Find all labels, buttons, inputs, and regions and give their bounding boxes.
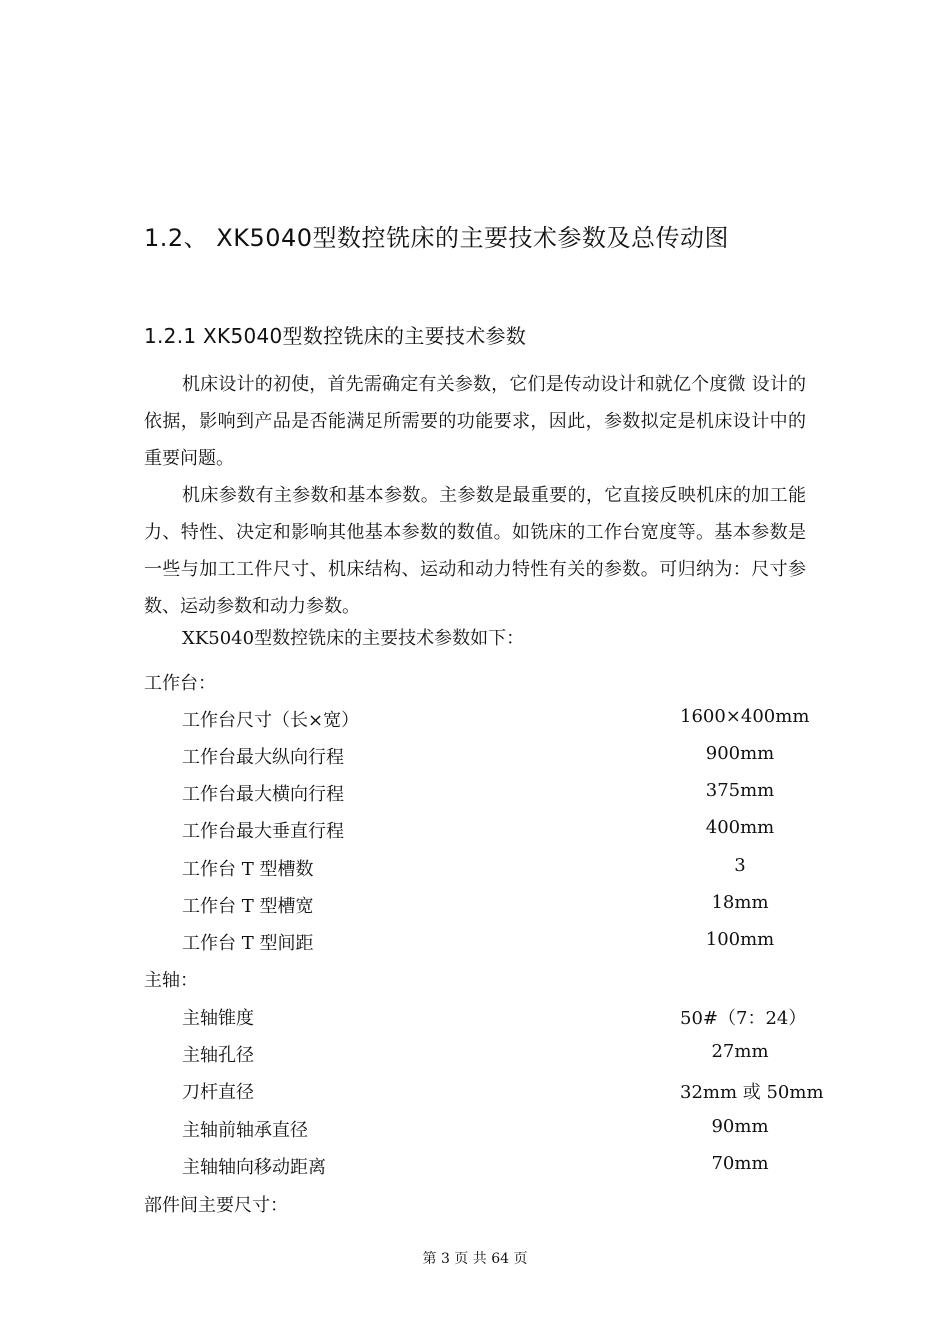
spec-label: 工作台尺寸（长×宽） [182, 710, 360, 731]
spec-row [182, 743, 822, 773]
spec-value: 90mm [711, 1116, 769, 1137]
paragraph-design-parameters: 机床设计的初使，首先需确定有关参数，它们是传动设计和就亿个度微 设计的依据，影响到产品是否能满足所需要的功能要求，因此，参数拟定是机床设计中的重要问题。 [144, 374, 806, 469]
paragraph-machine-parameters: 机床参数有主参数和基本参数。主参数是最重要的，它直接反映机床的加工能力、特性、决定和影响其他基本参数的数值。如铣床的工作台宽度等。基本参数是一些与加工工件尺寸、机床结构、运动和动力特性有关的参数。可归纳为：尺寸参数、运动参数和动力参数。 [144, 485, 806, 617]
spec-label: 工作台最大垂直行程 [182, 821, 344, 842]
spec-value: 900mm [705, 743, 775, 764]
spec-row [182, 780, 822, 810]
spec-row [182, 1078, 822, 1108]
spec-row [182, 706, 822, 736]
spec-value: 18mm [711, 892, 769, 913]
spec-label: 工作台最大横向行程 [182, 784, 344, 805]
spec-value: 400mm [705, 817, 775, 838]
spec-label: 刀杆直径 [182, 1082, 254, 1103]
spec-value: 3 [734, 855, 746, 876]
spec-label: 工作台最大纵向行程 [182, 747, 344, 768]
spec-label: 工作台 T 型槽数 [182, 859, 314, 880]
spec-row [182, 1004, 822, 1034]
spec-label: 主轴轴向移动距离 [182, 1157, 326, 1178]
page-footer: 第 3 页 共 64 页 [422, 1251, 528, 1267]
spec-row [182, 855, 822, 885]
spec-value: 100mm [705, 929, 775, 950]
spec-value: 1600×400mm [680, 706, 810, 727]
spec-row [182, 1041, 822, 1071]
spec-value: 50#（7：24） [680, 1008, 807, 1029]
worktable-label: 工作台： [144, 673, 216, 694]
spindle-label: 主轴： [144, 970, 198, 991]
spec-value: 27mm [711, 1041, 769, 1062]
spec-label: 工作台 T 型间距 [182, 933, 314, 954]
dimensions-label: 部件间主要尺寸： [144, 1195, 288, 1216]
spec-row [182, 929, 822, 959]
section-heading: 1.2、 XK5040型数控铣床的主要技术参数及总传动图 [144, 224, 730, 252]
spec-row [182, 1153, 822, 1183]
spec-label: 主轴孔径 [182, 1045, 254, 1066]
spec-value: 70mm [711, 1153, 769, 1174]
spec-label: 主轴前轴承直径 [182, 1120, 308, 1141]
spec-row [182, 1116, 822, 1146]
paragraph-spec-intro: XK5040型数控铣床的主要技术参数如下： [182, 628, 525, 649]
spec-value: 375mm [705, 780, 775, 801]
spec-label: 主轴锥度 [182, 1008, 254, 1029]
spec-row [182, 817, 822, 847]
spec-label: 工作台 T 型槽宽 [182, 896, 314, 917]
subsection-heading: 1.2.1 XK5040型数控铣床的主要技术参数 [144, 324, 527, 348]
spec-value: 32mm 或 50mm [680, 1082, 824, 1103]
spec-row [182, 892, 822, 922]
